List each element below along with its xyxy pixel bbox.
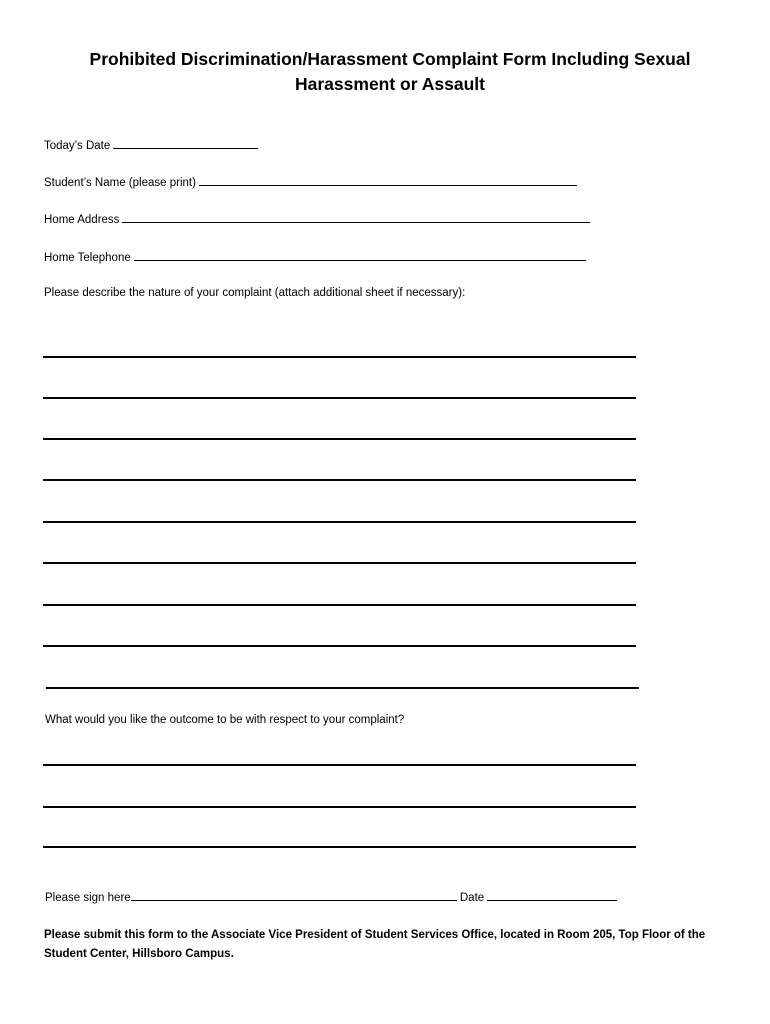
student-name-field: [44, 174, 577, 190]
complaint-line-4[interactable]: [43, 479, 636, 481]
todays-date-blank[interactable]: [113, 137, 258, 149]
home-telephone-blank[interactable]: [134, 249, 586, 261]
outcome-line-2[interactable]: [43, 806, 636, 808]
complaint-line-5[interactable]: [43, 521, 636, 523]
signature-date-blank[interactable]: [487, 889, 617, 901]
complaint-line-7[interactable]: [43, 604, 636, 606]
home-telephone-label: Home Telephone: [44, 252, 131, 264]
todays-date-field: [44, 137, 258, 153]
complaint-line-8[interactable]: [43, 645, 636, 647]
form-title-line-1: Prohibited Discrimination/Harassment Complaint Form Including Sexual: [89, 49, 691, 69]
outcome-line-3[interactable]: [43, 846, 636, 848]
complaint-line-2[interactable]: [43, 397, 636, 399]
sign-label: Please sign here: [45, 892, 131, 904]
date-label: Date: [459, 892, 485, 904]
complaint-line-3[interactable]: [43, 438, 636, 440]
home-address-blank[interactable]: [122, 211, 590, 223]
signature-blank[interactable]: [131, 889, 457, 901]
submission-instructions: Please submit this form to the Associate Vice President of Student Services Office, located in Room 205, Top Floor of the Student Center, Hillsboro Campus.: [44, 929, 706, 960]
home-address-field: [44, 211, 590, 227]
complaint-prompt: Please describe the nature of your complaint (attach additional sheet if necessary):: [44, 287, 466, 299]
complaint-line-1[interactable]: [43, 356, 636, 358]
outcome-prompt: What would you like the outcome to be with respect to your complaint?: [45, 714, 405, 726]
todays-date-label: Today’s Date: [44, 140, 111, 152]
outcome-line-1[interactable]: [43, 764, 636, 766]
student-name-label: Student’s Name (please print): [44, 177, 196, 189]
complaint-line-9[interactable]: [46, 687, 639, 689]
form-title: [40, 47, 740, 97]
form-title-line-2: Harassment or Assault: [295, 74, 485, 94]
signature-field: [45, 889, 617, 905]
student-name-blank[interactable]: [199, 174, 577, 186]
complaint-line-6[interactable]: [43, 562, 636, 564]
home-address-label: Home Address: [44, 214, 120, 226]
home-telephone-field: [44, 249, 586, 265]
